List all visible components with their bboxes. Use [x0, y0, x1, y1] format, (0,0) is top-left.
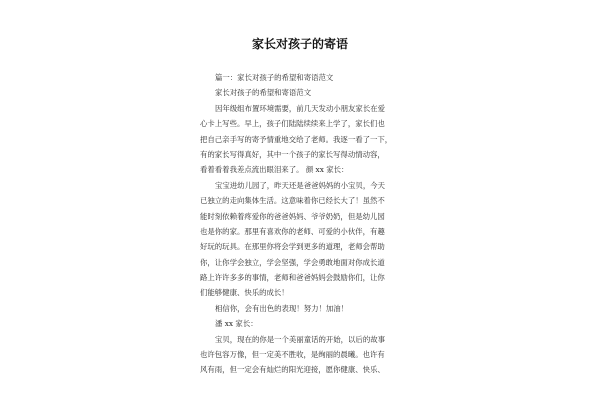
- paragraph-line: 看着看着我差点流出眼泪来了。 颜 xx 家长：: [200, 165, 349, 175]
- paragraph-line: 能时刻依赖着疼爱你的爸爸妈妈、爷爷奶奶，但是幼儿园: [200, 211, 385, 221]
- document-title: 家长对孩子的寄语: [251, 37, 348, 51]
- paragraph-line: 因年级组布置环境需要，前几天发动小朋友家长在爱: [215, 103, 385, 113]
- paragraph-line: 也是你的家。那里有喜欢你的老师、可爱的小伙伴，有趣: [200, 226, 385, 236]
- paragraph-line: 们能够健康、快乐的成长！: [200, 288, 289, 298]
- paragraph-line: 篇一：家长对孩子的希望和寄语范文: [215, 73, 334, 82]
- paragraph-line: 风有雨，但一定会有灿烂的阳光迎接，愿你健康、快乐、: [200, 365, 385, 375]
- document-body: [200, 70, 400, 378]
- paragraph-line: 家长对孩子的希望和寄语范文: [215, 88, 312, 98]
- paragraph-line: 心卡上写些。早上，孩子们陆陆续续来上学了，家长们也: [200, 119, 385, 129]
- paragraph-line: 潘 xx 家长：: [215, 319, 258, 329]
- paragraph-line: 相信你，会有出色的表现！努力！加油！: [215, 303, 349, 313]
- paragraph-line: 已独立的走向集体生活。这意味着你已经长大了！虽然不: [200, 196, 385, 206]
- paragraph-line: 好玩的玩具。在那里你将会学到更多的道理，老师会帮助: [200, 242, 385, 252]
- paragraph-line: 有的家长写得真好，其中一个孩子的家长写得动情动容，: [200, 149, 385, 159]
- paragraph-line: 也许包容万像，但一定美不胜收，是绚丽的晨曦。也许有: [200, 350, 385, 360]
- paragraph-line: 路上许许多多的事情，老师和爸爸妈妈会鼓励你们，让你: [200, 273, 385, 283]
- paragraph-line: 你，让你学会独立，学会坚强，学会勇敢地面对你成长道: [200, 257, 385, 267]
- paragraph-line: 宝宝进幼儿园了，昨天还是爸爸妈妈的小宝贝，今天: [215, 180, 385, 190]
- paragraph-line: 把自己亲手写的寄予情重地交给了老师。我逐一看了一下，: [200, 134, 393, 144]
- paragraph-line: 宝贝，现在的你是一个美丽童话的开始，以后的故事: [215, 334, 385, 344]
